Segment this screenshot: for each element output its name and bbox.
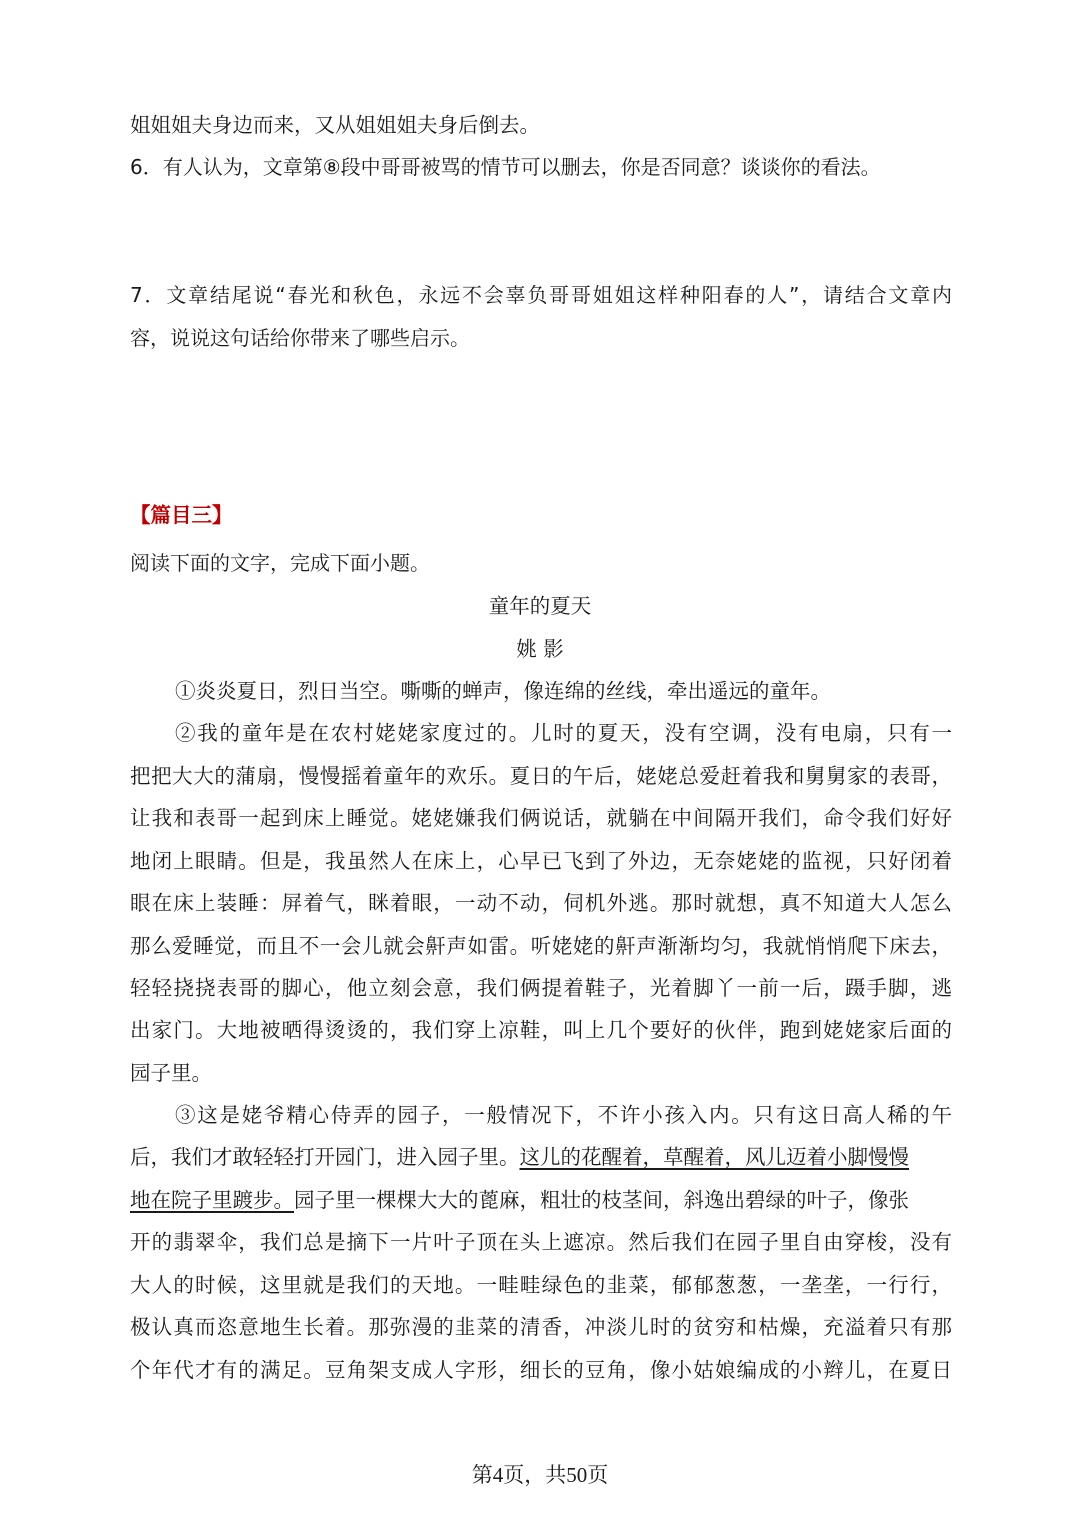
paragraph-3-line: 大人的时候，这里就是我们的天地。一畦畦绿色的韭菜，郁郁葱葱，一垄垄，一行行， <box>130 1273 952 1297</box>
paragraph-3-line: 极认真而恣意地生长着。那弥漫的韭菜的清香，冲淡儿时的贫穷和枯燥，充溢着只有那 <box>130 1315 952 1339</box>
paragraph-3-line: 开的翡翠伞，我们总是摘下一片叶子顶在头上遮凉。然后我们在园子里自由穿梭，没有 <box>130 1230 952 1254</box>
question-7-line-1: 7．文章结尾说“春光和秋色，永远不会辜负哥哥姐姐这样种阳春的人”，请结合文章内 <box>130 283 952 307</box>
paragraph-2-line: 出家门。大地被晒得烫烫的，我们穿上凉鞋，叫上几个要好的伙伴，跑到姥姥家后面的 <box>130 1018 952 1042</box>
paragraph-3-line <box>130 1185 952 1215</box>
page-footer: 第4页，共50页 <box>471 1463 609 1487</box>
paragraph-2-line: 让我和表哥一起到床上睡觉。姥姥嫌我们俩说话，就躺在中间隔开我们，命令我们好好 <box>130 806 952 830</box>
paragraph-2-line: 园子里。 <box>130 1061 212 1085</box>
plain-text: 后，我们才敢轻轻打开园门，进入园子里。 <box>130 1145 520 1169</box>
question-6: 6．有人认为，文章第⑧段中哥哥被骂的情节可以删去，你是否同意？谈谈你的看法。 <box>130 155 881 179</box>
reading-instruction: 阅读下面的文字，完成下面小题。 <box>130 551 430 575</box>
passage-continuation: 姐姐姐夫身边而来，又从姐姐姐夫身后倒去。 <box>130 113 540 137</box>
question-7-line-2: 容，说说这句话给你带来了哪些启示。 <box>130 326 470 350</box>
paragraph-2-line: 地闭上眼睛。但是，我虽然人在床上，心早已飞到了外边，无奈姥姥的监视，只好闭着 <box>130 849 952 873</box>
article-author: 姚 影 <box>516 637 564 661</box>
paragraph-3-line: 个年代才有的满足。豆角架支成人字形，细长的豆角，像小姑娘编成的小辫儿，在夏日 <box>130 1358 952 1382</box>
paragraph-2-line: 轻轻挠挠表哥的脚心，他立刻会意，我们俩提着鞋子，光着脚丫一前一后，蹑手脚，逃 <box>130 976 952 1000</box>
paragraph-2-line: 那么爱睡觉，而且不一会儿就会鼾声如雷。听姥姥的鼾声渐渐均匀，我就悄悄爬下床去， <box>130 934 952 958</box>
section-title: 【篇目三】 <box>130 503 233 527</box>
paragraph-3-line: ③这是姥爷精心侍弄的园子，一般情况下，不许小孩入内。只有这日高人稀的午 <box>175 1103 952 1127</box>
underlined-sentence: 这儿的花醒着，草醒着，风儿迈着小脚慢慢 <box>519 1145 909 1169</box>
underlined-sentence: 地在院子里踱步。 <box>130 1188 294 1212</box>
paragraph-1: ①炎炎夏日，烈日当空。嘶嘶的蝉声，像连绵的丝线，牵出遥远的童年。 <box>175 679 831 703</box>
paragraph-2-line: 眼在床上装睡：屏着气，眯着眼，一动不动，伺机外逃。那时就想，真不知道大人怎么 <box>130 891 952 915</box>
plain-text: 园子里一棵棵大大的蓖麻，粗壮的枝茎间，斜逸出碧绿的叶子，像张 <box>294 1188 909 1212</box>
article-title: 童年的夏天 <box>488 594 592 618</box>
paragraph-3-line <box>130 1142 952 1172</box>
paragraph-2-line: ②我的童年是在农村姥姥家度过的。儿时的夏天，没有空调，没有电扇，只有一 <box>175 721 952 745</box>
paragraph-2-line: 把把大大的蒲扇，慢慢摇着童年的欢乐。夏日的午后，姥姥总爱赶着我和舅舅家的表哥， <box>130 764 952 788</box>
